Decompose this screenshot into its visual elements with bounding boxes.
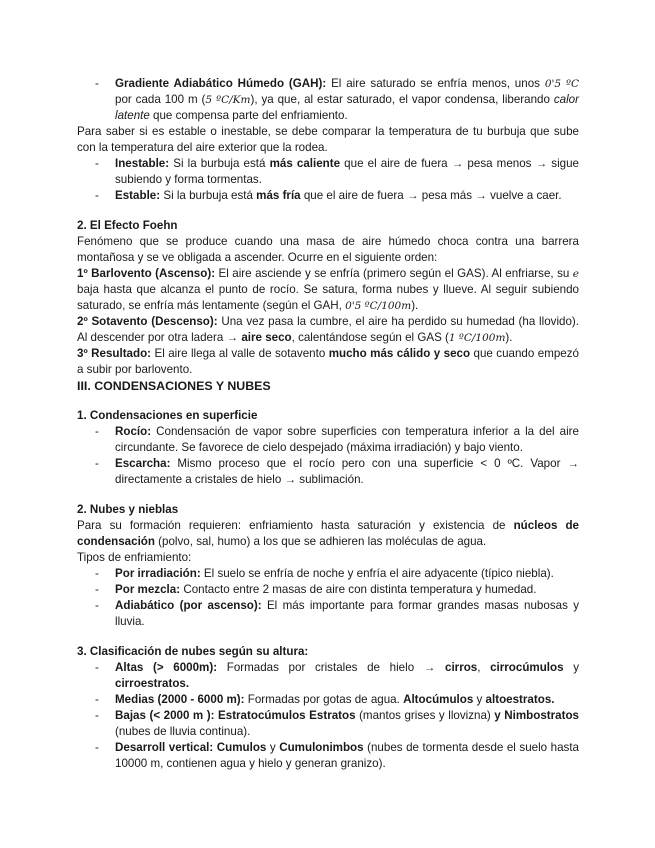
mezcla-item: - Por mezcla: Contacto entre 2 masas de aire con distinta temperatura y humedad. xyxy=(77,582,579,598)
desarrollo-vertical-item: - Desarroll vertical: Cumulos y Cumulonimbos (nubes de tormenta desde el suelo hasta 10000 m, contienen agua y hielo y generan granizo). xyxy=(77,740,579,772)
rocio-item: - Rocío: Condensación de vapor sobre superficies con temperatura inferior a la del aire circundante. Se favorece de cielo despejado (máxima irradiación) y bajo viento. xyxy=(77,424,579,456)
condensaciones-heading: 1. Condensaciones en superficie xyxy=(77,409,258,422)
condensaciones-list xyxy=(77,424,579,488)
bajas-item: - Bajas (< 2000 m ): Estratocúmulos Estratos (mantos grises y llovizna) y Nimbostratos (nubes de lluvia continua). xyxy=(77,708,579,740)
nieblas-intro: Para su formación requieren: enfriamiento hasta saturación y existencia de núcleos de condensación (polvo, sal, humo) a los que se adhieren las moléculas de agua. xyxy=(77,519,580,548)
altas-item: - Altas (> 6000m): Formadas por cristales de hielo → cirros, cirrocúmulos y cirroestratos. xyxy=(77,660,579,692)
gah-label: Gradiente Adiabático Húmedo (GAH): xyxy=(115,77,327,90)
foehn-step-1: 1º Barlovento (Ascenso): El aire asciende y se enfría (primero según el GAS). Al enfriarse, su e baja hasta que alcanza el punto de rocío. Se satura, forma nubes y llueve. Al seguir subiendo saturado, se enfría más lentamente (según el GAH, 0'5 ºC/100m). xyxy=(77,267,579,312)
inestable-item: - Inestable: Si la burbuja está más caliente que el aire de fuera → pesa menos → sigue subiendo y forma tormentas. xyxy=(77,156,579,188)
foehn-step-3: 3º Resultado: El aire llega al valle de sotavento mucho más cálido y seco que cuando empezó a subir por barlovento. xyxy=(77,347,580,376)
medias-item: - Medias (2000 - 6000 m): Formadas por gotas de agua. Altocúmulos y altoestratos. xyxy=(77,692,579,708)
adiabatico-item: - Adiabático (por ascenso): El más importante para formar grandes masas nubosas y lluvia. xyxy=(77,598,579,630)
clasificacion-heading: 3. Clasificación de nubes según su altura: xyxy=(77,645,309,658)
nubes-list xyxy=(77,660,579,772)
foehn-heading: 2. El Efecto Foehn xyxy=(77,219,178,232)
nubes-nieblas-heading: 2. Nubes y nieblas xyxy=(77,503,179,516)
irradiacion-item: - Por irradiación: El suelo se enfría de noche y enfría el aire adyacente (típico niebla). xyxy=(77,566,579,582)
tipos-label: Tipos de enfriamiento: xyxy=(77,551,192,564)
foehn-step-2: 2º Sotavento (Descenso): Una vez pasa la cumbre, el aire ha perdido su humedad (ha llovido). Al descender por otra ladera → aire seco, calentándose según el GAS (1 ºC/100m). xyxy=(77,315,580,344)
enfriamiento-list xyxy=(77,566,579,630)
gah-item: - Gradiente Adiabático Húmedo (GAH): El aire saturado se enfría menos, unos 0'5 ºC por cada 100 m (5 ºC/Km), ya que, al estar saturado, el vapor condensa, liberando calor latente que compensa parte del enfriamiento. xyxy=(77,76,579,124)
escarcha-item: - Escarcha: Mismo proceso que el rocío pero con una superficie < 0 ºC. Vapor → directamente a cristales de hielo → sublimación. xyxy=(77,456,579,488)
document-page xyxy=(77,76,579,772)
stability-list xyxy=(77,156,579,204)
gah-list xyxy=(77,76,579,124)
estable-item: - Estable: Si la burbuja está más fría que el aire de fuera → pesa más → vuelve a caer. xyxy=(77,188,579,204)
foehn-intro: Fenómeno que se produce cuando una masa de aire húmedo choca contra una barrera montañosa y se ve obligada a ascender. Ocurre en el siguiente orden: xyxy=(77,235,579,264)
section-3-title: III. CONDENSACIONES Y NUBES xyxy=(77,379,271,393)
stability-intro: Para saber si es estable o inestable, se debe comparar la temperatura de tu burbuja que sube con la temperatura del aire exterior que la rodea. xyxy=(77,125,579,154)
